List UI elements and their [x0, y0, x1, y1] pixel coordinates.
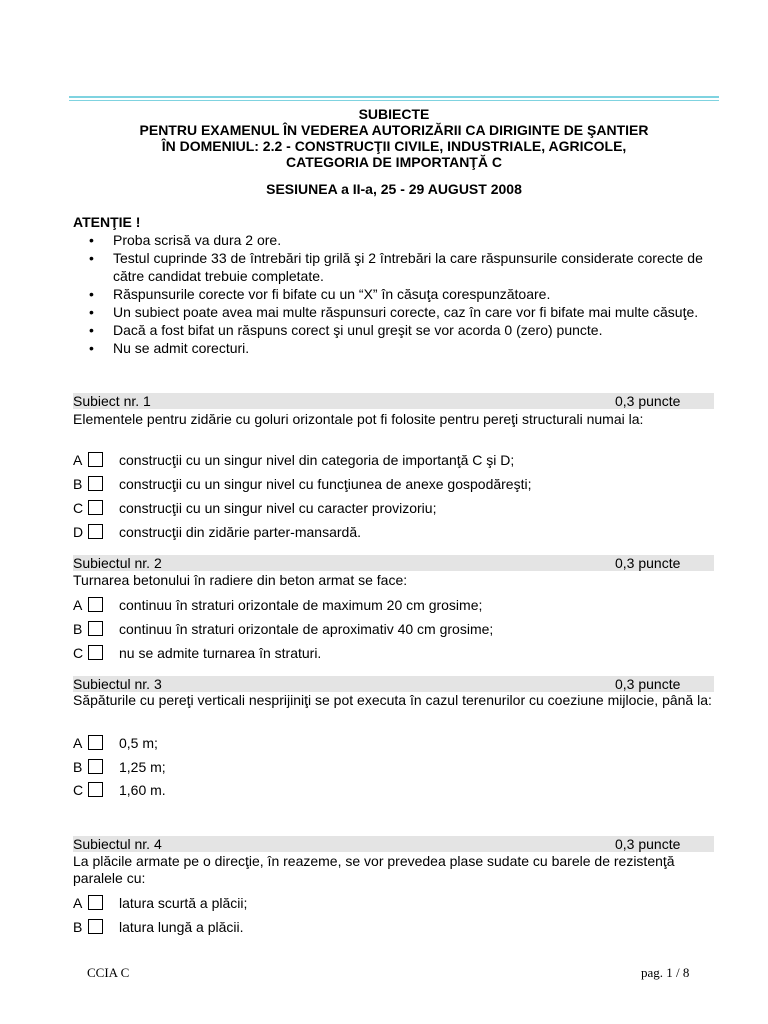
- question-1-text: Elementele pentru zidărie cu goluri orizontale pot fi folosite pentru pereţi structurali numai la:: [73, 411, 644, 427]
- instruction-item: • Răspunsurile corecte vor fi bifate cu un “X” în căsuţa corespunzătoare.: [85, 285, 725, 303]
- answer-checkbox[interactable]: [88, 645, 103, 660]
- document-title: [69, 106, 719, 170]
- answer-checkbox[interactable]: [88, 500, 103, 515]
- question-2-text: Turnarea betonului în radiere din beton armat se face:: [73, 572, 408, 588]
- title-line: SUBIECTE: [358, 106, 430, 122]
- answer-checkbox[interactable]: [88, 759, 103, 774]
- title-line: PENTRU EXAMENUL ÎN VEDEREA AUTORIZĂRII CA DIRIGINTE DE ŞANTIER: [139, 122, 649, 138]
- answer-checkbox[interactable]: [88, 735, 103, 750]
- question-2-header: [73, 555, 714, 571]
- answer-letter: B: [73, 919, 83, 935]
- answer-letter: C: [73, 500, 84, 516]
- answer-checkbox[interactable]: [88, 782, 103, 797]
- instructions-list: [85, 231, 725, 357]
- instruction-item: • Un subiect poate avea mai multe răspunsuri corecte, caz în care vor fi bifate mai multe căsuţe.: [85, 303, 725, 321]
- instruction-item: • Nu se admit corecturi.: [85, 339, 725, 357]
- answer-letter: C: [73, 782, 84, 798]
- answer-text: construcţii cu un singur nivel cu caracter provizoriu;: [119, 500, 437, 516]
- title-line: CATEGORIA DE IMPORTANŢĂ C: [286, 154, 502, 170]
- answer-text: latura scurtă a plăcii;: [119, 895, 248, 911]
- answer-checkbox[interactable]: [88, 621, 103, 636]
- answer-letter: A: [73, 735, 83, 751]
- answer-checkbox[interactable]: [88, 919, 103, 934]
- answer-checkbox[interactable]: [88, 524, 103, 539]
- instruction-item: • Testul cuprinde 33 de întrebări tip grilă şi 2 întrebări la care răspunsurile considerate corecte de către candidat trebuie completate.: [85, 249, 725, 285]
- answer-text: latura lungă a plăcii.: [119, 919, 244, 935]
- answer-text: continuu în straturi orizontale de aproximativ 40 cm grosime;: [119, 621, 494, 637]
- attention-heading: ATENŢIE !: [73, 214, 141, 230]
- session-line: SESIUNEA a II-a, 25 - 29 AUGUST 2008: [266, 181, 522, 197]
- question-label: Subiectul nr. 4: [73, 836, 162, 852]
- question-points: 0,3 puncte: [615, 836, 681, 852]
- answer-checkbox[interactable]: [88, 476, 103, 491]
- question-points: 0,3 puncte: [615, 393, 681, 409]
- question-3-text: Săpăturile cu pereţi verticali nesprijiniţi se pot executa în cazul terenurilor cu coeziune mijlocie, până la:: [73, 692, 712, 708]
- answer-checkbox[interactable]: [88, 895, 103, 910]
- question-3-header: [73, 676, 714, 692]
- question-label: Subiectul nr. 2: [73, 555, 162, 571]
- answer-text: 1,25 m;: [119, 759, 166, 775]
- answer-text: construcţii cu un singur nivel cu funcţiunea de anexe gospodăreşti;: [119, 476, 532, 492]
- answer-letter: D: [73, 524, 84, 540]
- answer-text: construcţii din zidărie parter-mansardă.: [119, 524, 361, 540]
- question-label: Subiectul nr. 3: [73, 676, 162, 692]
- header-rule-thin: [69, 100, 719, 101]
- answer-letter: B: [73, 476, 83, 492]
- answer-text: continuu în straturi orizontale de maximum 20 cm grosime;: [119, 597, 483, 613]
- footer-code: CCIA C: [87, 965, 130, 980]
- question-4-text: La plăcile armate pe o direcţie, în reazeme, se vor prevedea plase sudate cu barele de rezistenţă paralele cu:: [73, 853, 675, 886]
- instruction-item: • Dacă a fost bifat un răspuns corect şi unul greşit se vor acorda 0 (zero) puncte.: [85, 321, 725, 339]
- question-points: 0,3 puncte: [615, 676, 681, 692]
- answer-text: nu se admite turnarea în straturi.: [119, 645, 322, 661]
- answer-text: 0,5 m;: [119, 735, 158, 751]
- page-number: pag. 1 / 8: [641, 965, 690, 980]
- answer-text: construcţii cu un singur nivel din categoria de importanţă C şi D;: [119, 452, 515, 468]
- answer-letter: A: [73, 452, 83, 468]
- question-4-header: [73, 836, 714, 852]
- answer-letter: A: [73, 895, 83, 911]
- question-1-header: [73, 393, 714, 409]
- instruction-item: • Proba scrisă va dura 2 ore.: [85, 231, 725, 249]
- answer-letter: A: [73, 597, 83, 613]
- question-points: 0,3 puncte: [615, 555, 681, 571]
- question-label: Subiect nr. 1: [73, 393, 151, 409]
- answer-checkbox[interactable]: [88, 597, 103, 612]
- answer-letter: B: [73, 759, 83, 775]
- answer-letter: C: [73, 645, 84, 661]
- answer-letter: B: [73, 621, 83, 637]
- answer-text: 1,60 m.: [119, 782, 166, 798]
- answer-checkbox[interactable]: [88, 452, 103, 467]
- header-rule: [69, 96, 719, 98]
- title-line: ÎN DOMENIUL: 2.2 - CONSTRUCŢII CIVILE, INDUSTRIALE, AGRICOLE,: [161, 138, 627, 154]
